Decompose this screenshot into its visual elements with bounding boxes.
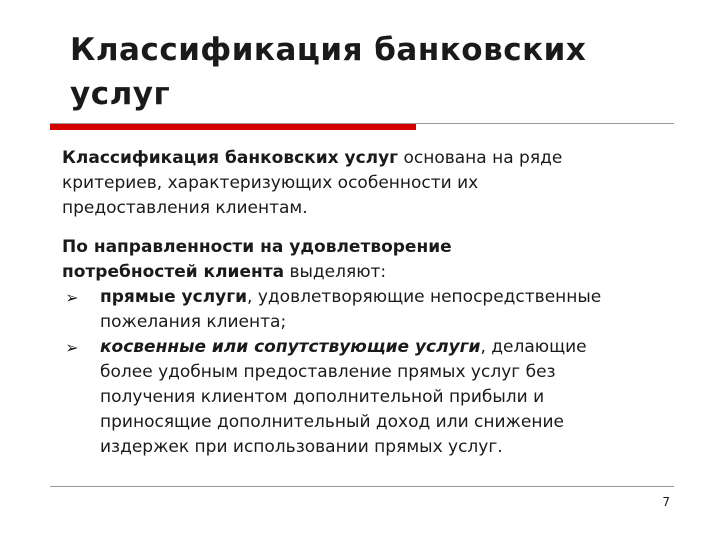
- bullet-2-line-1: , делающие: [480, 337, 587, 357]
- slide-body: [62, 146, 692, 460]
- intro-line-3: предоставления клиентам.: [62, 198, 308, 218]
- bullet-2-line-5: издержек при использовании прямых услуг.: [100, 437, 503, 457]
- bullet-indirect-services: [62, 335, 692, 460]
- criterion-bold-line-1: По направленности на удовлетворение: [62, 237, 452, 257]
- bullet-1-line-1: , удовлетворяющие непосредственные: [247, 287, 602, 307]
- title-line-2: услуг: [70, 76, 171, 112]
- bullet-1-bold: прямые услуги: [100, 287, 248, 307]
- intro-line-1-text: основана на ряде: [398, 148, 563, 168]
- bullet-2-bold: косвенные или сопутствующие услуги: [100, 337, 481, 357]
- title-accent-bar: [50, 124, 416, 130]
- intro-line-2: критериев, характеризующих особенности их: [62, 173, 479, 193]
- classification-paragraph: [62, 235, 692, 460]
- intro-bold-term: Классификация банковских услуг: [62, 148, 399, 168]
- footer-divider-line: [50, 486, 674, 487]
- bullet-2-line-2: более удобным предоставление прямых услуг без: [100, 362, 556, 382]
- page-number: 7: [662, 495, 670, 509]
- intro-paragraph: [62, 146, 692, 221]
- criterion-tail: выделяют:: [284, 262, 387, 282]
- arrow-bullet-icon: ➢: [65, 338, 79, 357]
- bullet-direct-services: [62, 285, 692, 335]
- bullet-2-line-4: приносящие дополнительный доход или снижение: [100, 412, 564, 432]
- bullet-1-line-2: пожелания клиента;: [100, 312, 287, 332]
- arrow-bullet-icon: ➢: [65, 288, 79, 307]
- title-line-1: Классификация банковских: [70, 32, 587, 68]
- slide-title: [70, 28, 670, 116]
- bullet-2-line-3: получения клиентом дополнительной прибыли и: [100, 387, 545, 407]
- criterion-bold-line-2: потребностей клиента: [62, 262, 285, 282]
